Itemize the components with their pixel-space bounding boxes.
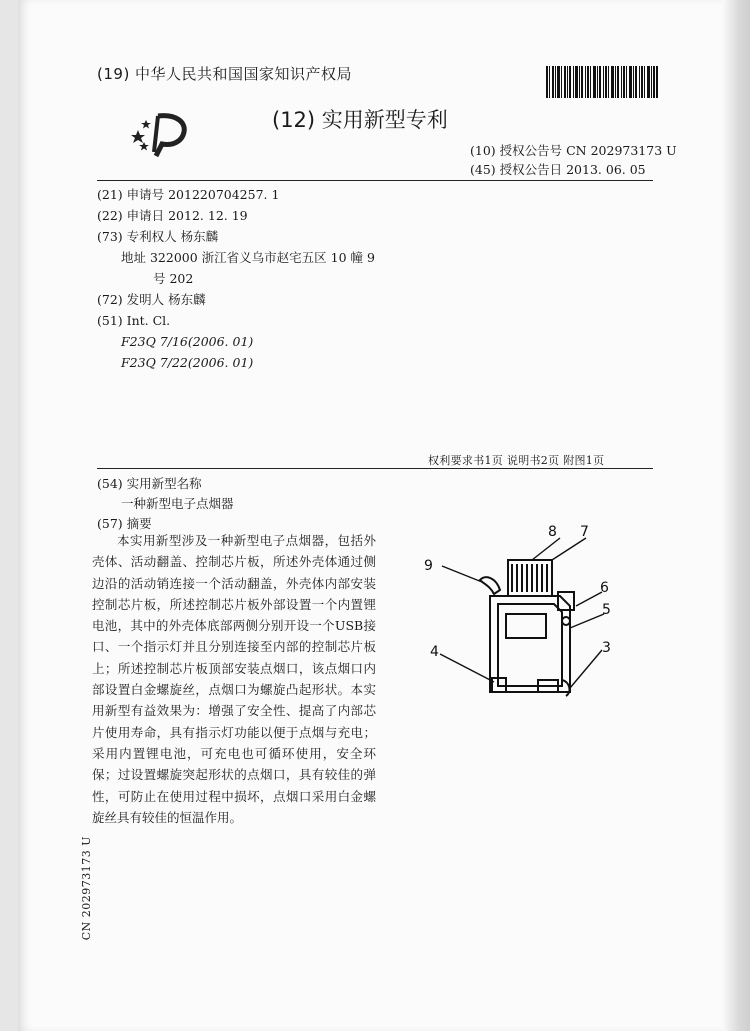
label-5: 5 [602, 602, 611, 618]
side-publication-number: CN 202973173 U [80, 836, 93, 941]
publication-date: (45) 授权公告日 2013. 06. 05 [470, 162, 646, 177]
address-line-1: 地址 322000 浙江省义乌市赵宅五区 10 幢 9 [121, 250, 375, 265]
patentee: (73) 专利权人 杨东麟 [97, 229, 219, 244]
cnipa-logo [128, 110, 192, 158]
application-date: (22) 申请日 2012. 12. 19 [97, 208, 248, 223]
label-8: 8 [548, 524, 557, 540]
publication-info [470, 141, 677, 179]
bibliographic-data [97, 184, 375, 373]
label-4: 4 [430, 644, 439, 660]
issuing-authority: (19) 中华人民共和国国家知识产权局 [97, 65, 353, 83]
title-section-label: (54) 实用新型名称 [97, 476, 202, 491]
application-number: (21) 申请号 201220704257. 1 [97, 187, 280, 202]
inventor: (72) 发明人 杨东麟 [97, 292, 206, 307]
classification-2: F23Q 7/22(2006. 01) [121, 355, 254, 370]
abstract-text: 本实用新型涉及一种新型电子点烟器，包括外壳体、活动翻盖、控制芯片板，所述外壳体通过侧边沿的活动销连接一个活动翻盖，外壳体内部安装控制芯片板，所述控制芯片板外部设置一个内置锂电池，其中的外壳体底部两侧分别开设一个USB接口、一个指示灯并且分别连接至内部的控制芯片板上；所述控制芯片板顶部安装点烟口，该点烟口内部设置白金螺旋丝，点烟口为螺旋凸起形状。本实用新型有益效果为：增强了安全性、提高了内部芯片使用寿命，具有指示灯功能以便于点烟与充电；采用内置锂电池，可充电也可循环使用，安全环保；过设置螺旋突起形状的点烟口，具有较佳的弹性，可防止在使用过程中损坏，点烟口采用白金螺旋丝具有较佳的恒温作用。 [92, 533, 376, 825]
document-type: (12) 实用新型专利 [272, 108, 448, 132]
int-cl-label: (51) Int. Cl. [97, 313, 171, 328]
header-rule [97, 180, 653, 181]
classification-1: F23Q 7/16(2006. 01) [121, 334, 254, 349]
address-line-2: 号 202 [153, 271, 194, 286]
label-3: 3 [602, 640, 611, 656]
publication-number: (10) 授权公告号 CN 202973173 U [470, 143, 677, 158]
page-edge-shadow [722, 0, 750, 1031]
barcode-image [546, 66, 658, 98]
utility-model-title: 一种新型电子点烟器 [121, 496, 234, 511]
label-6: 6 [600, 580, 609, 596]
abstract-label: (57) 摘要 [97, 516, 152, 531]
device-drawing [420, 520, 630, 710]
label-9: 9 [424, 558, 433, 574]
section-rule [97, 468, 653, 469]
label-7: 7 [580, 524, 589, 540]
page-count-info: 权利要求书1页 说明书2页 附图1页 [428, 454, 605, 467]
